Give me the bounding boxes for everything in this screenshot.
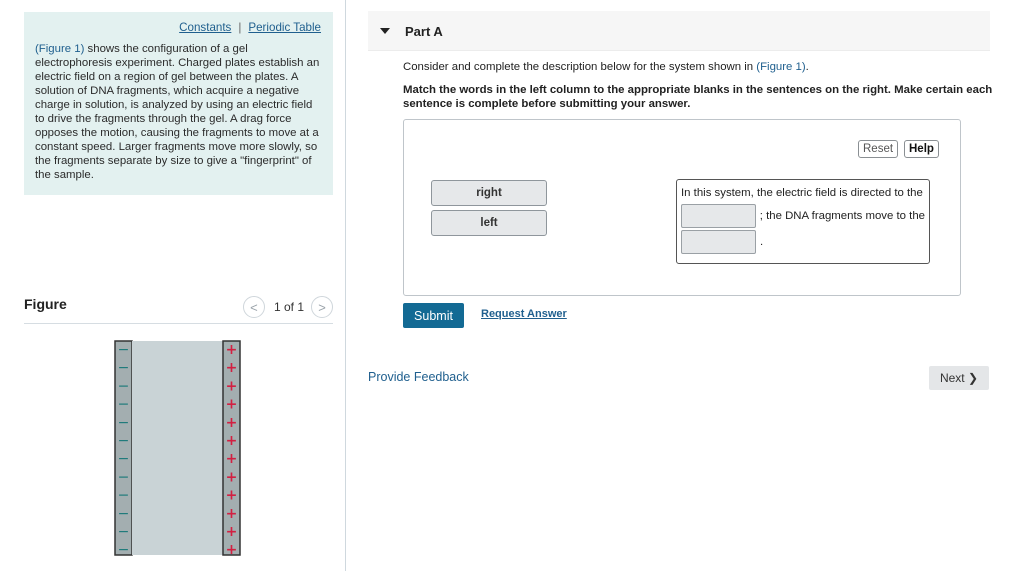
- plus-sign: +: [225, 542, 238, 557]
- figure-ref-link[interactable]: (Figure 1): [35, 43, 85, 55]
- prev-figure-button[interactable]: [243, 296, 265, 318]
- figure-page-count: 1 of 1: [273, 300, 304, 314]
- plus-sign: +: [225, 469, 238, 486]
- minus-sign: −: [117, 451, 130, 468]
- plus-sign: +: [225, 396, 238, 413]
- chevron-right-icon: >: [318, 299, 326, 315]
- gel-region: [132, 341, 223, 555]
- sentence-line-1: In this system, the electric field is directed to the: [681, 187, 923, 199]
- gel-electrophoresis-figure: [113, 339, 243, 557]
- chevron-left-icon: <: [250, 299, 258, 315]
- request-answer-link[interactable]: Request Answer: [481, 308, 567, 320]
- reset-button[interactable]: Reset: [858, 140, 898, 158]
- plus-sign: +: [225, 360, 238, 377]
- next-figure-button[interactable]: [311, 296, 333, 318]
- sentence-row-3: [681, 230, 925, 254]
- answer-workspace: [403, 119, 961, 296]
- figure-header: [24, 294, 333, 324]
- answer-blank-2[interactable]: [681, 230, 756, 254]
- sentence-line-2: ; the DNA fragments move to the: [759, 210, 925, 222]
- gel-diagram: [113, 339, 243, 557]
- caret-down-icon: [380, 28, 390, 34]
- plus-sign: +: [225, 451, 238, 468]
- next-button[interactable]: [929, 366, 989, 390]
- plus-sign: +: [225, 342, 238, 358]
- figure-pager: [243, 296, 333, 318]
- word-chip-right[interactable]: right: [431, 180, 547, 206]
- link-separator: |: [238, 21, 242, 34]
- minus-sign: −: [117, 487, 130, 504]
- description-prefix: Consider and complete the description below for the system shown in: [403, 61, 757, 73]
- minus-sign: −: [117, 342, 130, 358]
- chevron-right-icon: ❯: [967, 371, 979, 385]
- sentence-box: [676, 179, 930, 264]
- description-figure-link[interactable]: (Figure 1): [756, 61, 806, 73]
- word-chip-left[interactable]: left: [431, 210, 547, 236]
- sentence-row-2: [681, 204, 925, 228]
- answer-blank-1[interactable]: [681, 204, 756, 228]
- minus-sign: −: [117, 396, 130, 413]
- resource-links: [35, 21, 321, 35]
- minus-sign: −: [117, 378, 130, 395]
- part-title: Part A: [405, 24, 443, 39]
- minus-sign: −: [117, 505, 130, 522]
- minus-sign: −: [117, 469, 130, 486]
- minus-sign: −: [117, 542, 130, 557]
- description-suffix: .: [805, 61, 809, 73]
- plus-sign: +: [225, 414, 238, 431]
- minus-sign: −: [117, 433, 130, 449]
- help-button[interactable]: Help: [904, 140, 939, 158]
- part-description: [403, 61, 809, 73]
- periodic-table-link[interactable]: Periodic Table: [248, 21, 321, 34]
- plus-sign: +: [225, 433, 238, 449]
- instructions: Match the words in the left column to the appropriate blanks in the sentences on the right. Make certain each sentence is complete before submitting your answer.: [403, 84, 993, 110]
- right-panel: [368, 0, 1024, 571]
- part-header[interactable]: [368, 11, 990, 51]
- intro-panel: [24, 12, 333, 195]
- intro-body: shows the configuration of a gel electrophoresis experiment. Charged plates establish an electric field on a region of gel between the plates. A solution of DNA fragments, which acquire a negative charge in solution, is analyzed by using an electric field to drive the fragments through the gel. A drag force opposes the motion, causing the fragments to move at a constant speed. Larger fragments move more slowly, so the fragments separate by size to give a "fingerprint" of the sample.: [35, 43, 320, 181]
- plus-sign: +: [225, 378, 238, 395]
- plus-sign: +: [225, 505, 238, 522]
- figure-title: Figure: [24, 296, 67, 312]
- constants-link[interactable]: Constants: [179, 21, 232, 34]
- plus-sign: +: [225, 487, 238, 504]
- sentence-line-3: .: [760, 236, 764, 248]
- plus-sign: +: [225, 524, 238, 540]
- minus-sign: −: [117, 360, 130, 377]
- intro-text: [35, 42, 321, 182]
- submit-button[interactable]: Submit: [403, 303, 464, 328]
- minus-sign: −: [117, 414, 130, 431]
- next-label: Next: [939, 371, 965, 385]
- minus-sign: −: [117, 524, 130, 540]
- left-panel: [0, 0, 346, 571]
- provide-feedback-link[interactable]: Provide Feedback: [368, 370, 469, 384]
